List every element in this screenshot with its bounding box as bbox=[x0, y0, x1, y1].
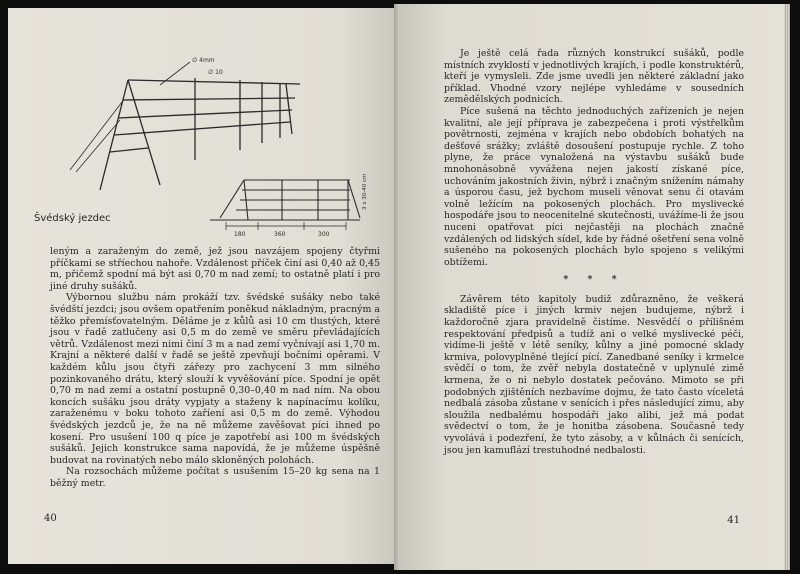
page-edges bbox=[784, 4, 790, 570]
left-page-text bbox=[50, 246, 380, 489]
paragraph: Píce sušená na těchto jednoduchých zařízeních je nejen kvalitní, ale její příprava je zabezpečena i proti výstřelkům povětrnosti, zejména v krajích nebo obdobích bohatých na dešťové srážky; zvláště dosoušení postupuje rychle. Z toho plyne, že práce vynaložená na výstavbu sušáků bude mnohonásobně vyvážena nejen jakostí získané píce, uchováním jakostních živin, nýbrž i značným snížením námahy a úsporou času, jež bychom museli věnovat senu či otavám volně ležícím na pokosených plochách. Pro myslivecké hospodáře jsou to neocenitelné skutečnosti, uvážíme-li že jsou nuceni opatřovat píci nejčastěji na plochách značně vzdálených od lidských sídel, kde by řádné ošetření sena volně sušeného na pokosených plochách bylo spojeno s velikými obtížemi. bbox=[444, 105, 744, 268]
page-number-left: 40 bbox=[44, 513, 57, 524]
right-page-text bbox=[444, 48, 744, 456]
figure-caption: Švédský jezdec bbox=[34, 213, 111, 224]
book-spread bbox=[4, 4, 796, 570]
paragraph: Je ještě celá řada různých konstrukcí sušáků, podle místních zvyklostí v jednotlivých krajích, i podle konstruktérů, kteří je vymysleli. Zde jsme uvedli jen některé základní jako příklad. Vhodné vzory nejlépe vyhledáme v sousedních zemědělských podnicích. bbox=[444, 48, 744, 106]
post-label: ∅ 10 bbox=[208, 69, 223, 76]
wire-label: ∅ 4mm bbox=[192, 57, 215, 64]
paragraph: Závěrem této kapitoly budiž zdůrazněno, že veškerá skladiště píce i jiných krmiv nejen budujeme, nýbrž i každoročně zjara pravidelně čistíme. Nesvědčí o přílišném respektování předpisů a tudíž ani o velké myslivecké péči, vidíme-li ještě v létě seníky, kůlny a jiné pomocné sklady krmiva, polovyplněné tlející pící. Zanedbané seníky i krmelce svědčí o tom, že zvěř nebyla dostatečně v uplynulé zimě krmena, že o ni nebylo dostatek pečováno. Mimoto se při podobných zjištěních nezbavíme dojmu, že tato často víceletá nedbalá zásoba zůstane v senících i přes následující zimu, aby sloužila nedbalému hospodáři jako alibi, jež má podat svědectví o tom, že je honitba zásobena. Současně tedy vyvolává i podezření, že tyto zásoby, a v kůlnách či senících, jsou jen kamuflází trestuhodné nedbalosti. bbox=[444, 293, 744, 456]
side-dimension-label: 3 x 30-40 cm bbox=[362, 173, 368, 210]
paragraph: leným a zaraženým do země, jež jsou navzájem spojeny čtyřmi příčkami se stříechou nahoře. Vzdálenost příček činí asi 0,40 až 0,45 m, přičemž spodní má být asi 0,70 m nad zemí; to ostatně platí i pro jiné druhy sušáků. bbox=[50, 246, 380, 292]
dimension-2: 360 bbox=[274, 231, 286, 238]
swedish-rider-figure bbox=[30, 40, 380, 240]
page-number-right: 41 bbox=[727, 515, 740, 526]
dimension-1: 180 bbox=[234, 231, 246, 238]
section-separator: * * * bbox=[563, 274, 625, 286]
right-page bbox=[398, 4, 790, 570]
left-page bbox=[8, 8, 398, 564]
paragraph: Výbornou službu nám prokáží tzv. švédské sušáky nebo také švédští jezdci; jsou ovšem opatřením poněkud nákladným, pracným a těžko přemísťovatelným. Děláme je z kůlů asi 10 cm tlustých, které jsou v řadě zatlučeny asi 0,5 m do země ve směru převládajících větrů. Vzdálenost mezi nimi činí 3 m a nad zemí vyčnívají asi 1,70 m. Krajní a některé další v řadě se ještě zpevňují bočními opěrami. V každém kůlu jsou čtyři zářezy pro zachycení 3 mm silného pozinkovaného drátu, který slouží k vyvěšování píce. Spodní je opět 0,70 m nad zemí a ostatní postupně 0,30–0,40 m nad ním. Na obou koncích sušáku jsou dráty vypjaty a staženy k napínacímu kolíku, zaraženému v boku tohoto zaříení asi 0,5 m do země. Výhodou švédských jezdců je, že na ně můžeme zavěšovat píci ihned po kosení. Pro usušení 100 q píce je zapotřebí asi 100 m švédských sušáků. Jejich konstrukce sama napovídá, že je můžeme úspěšně budovat na rovinatých nebo málo skloněných polohách. bbox=[50, 292, 380, 466]
dimension-3: 300 bbox=[318, 231, 330, 238]
paragraph: Na rozsochách můžeme počítat s usušením 15–20 kg sena na 1 běžný metr. bbox=[50, 466, 380, 489]
